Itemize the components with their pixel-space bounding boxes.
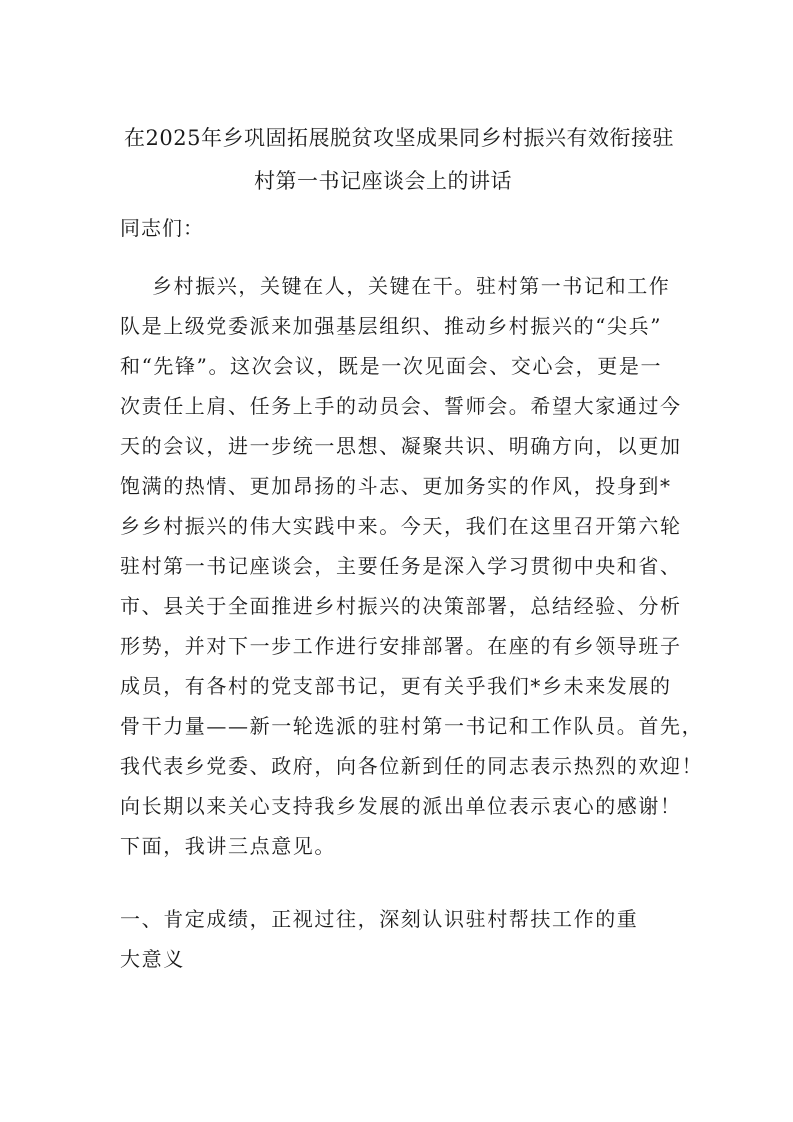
paragraph-line: 市、县关于全面推进乡村振兴的决策部署，总结经验、分析 [120, 594, 682, 618]
section-heading-line-1: 一、肯定成绩，正视过往，深刻认识驻村帮扶工作的重 [120, 907, 639, 931]
paragraph-line: 乡乡村振兴的伟大实践中来。今天，我们在这里召开第六轮 [120, 514, 682, 538]
paragraph-line: 和“先锋”。这次会议，既是一次见面会、交心会，更是一 [120, 354, 663, 378]
section-heading-line-2: 大意义 [120, 947, 185, 971]
paragraph-line: 骨干力量——新一轮选派的驻村第一书记和工作队员。首先， [120, 714, 704, 738]
paragraph-line: 天的会议，进一步统一思想、凝聚共识、明确方向，以更加 [120, 434, 682, 458]
salutation: 同志们： [120, 216, 204, 240]
paragraph-line: 下面，我讲三点意见。 [120, 834, 336, 858]
paragraph-line: 乡村振兴，关键在人，关键在干。驻村第一书记和工作 [152, 274, 671, 298]
document-title-line-2: 村第一书记座谈会上的讲话 [254, 169, 512, 193]
paragraph-line: 形势，并对下一步工作进行安排部署。在座的有乡领导班子 [120, 634, 682, 658]
paragraph-line: 队是上级党委派来加强基层组织、推动乡村振兴的“尖兵” [120, 314, 663, 338]
paragraph-line: 饱满的热情、更加昂扬的斗志、更加务实的作风，投身到* [120, 474, 672, 498]
paragraph-line: 成员，有各村的党支部书记，更有关乎我们*乡未来发展的 [120, 674, 672, 698]
paragraph-line: 我代表乡党委、政府，向各位新到任的同志表示热烈的欢迎！ [120, 754, 704, 778]
paragraph-line: 驻村第一书记座谈会，主要任务是深入学习贯彻中央和省、 [120, 554, 682, 578]
paragraph-line: 向长期以来关心支持我乡发展的派出单位表示衷心的感谢！ [120, 794, 682, 818]
document-title-line-1: 在2025年乡巩固拓展脱贫攻坚成果同乡村振兴有效衔接驻 [124, 126, 674, 150]
paragraph-line: 次责任上肩、任务上手的动员会、誓师会。希望大家通过今 [120, 394, 682, 418]
